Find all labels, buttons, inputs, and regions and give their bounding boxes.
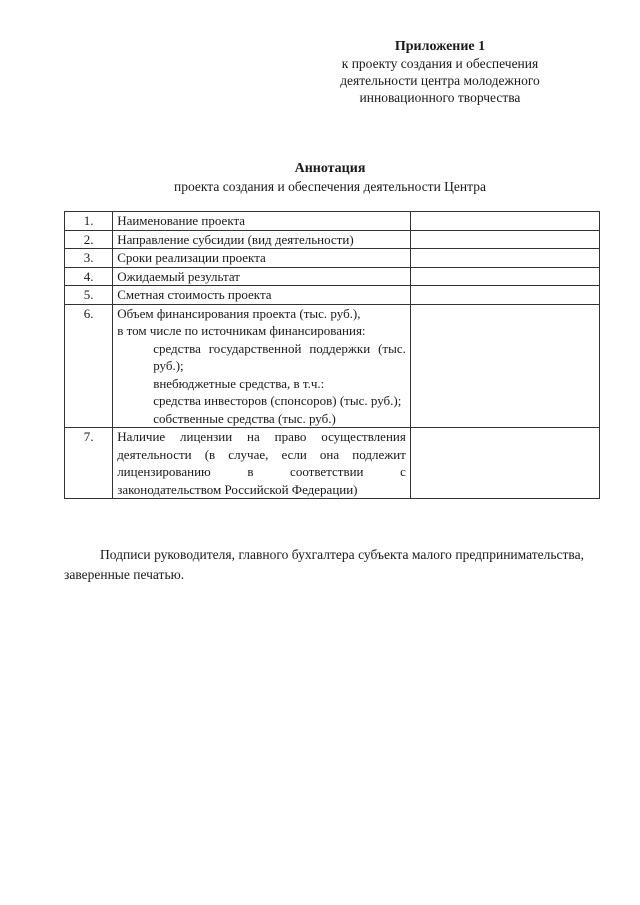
row-value (410, 428, 599, 499)
row-value (410, 267, 599, 286)
annotation-title: Аннотация (294, 161, 366, 176)
row-value (410, 249, 599, 268)
row-number: 6. (65, 304, 113, 428)
annotation-header (100, 160, 560, 196)
annotation-subtitle: проекта создания и обеспечения деятельности Центра (174, 179, 486, 194)
row-value (410, 304, 599, 428)
row-value (410, 212, 599, 231)
row-label: Направление субсидии (вид деятельности) (113, 230, 411, 249)
financing-own-funds: собственные средства (тыс. руб.) (153, 410, 336, 426)
row-number: 2. (65, 230, 113, 249)
row-label: Наличие лицензии на право осуществления деятельности (в случае, если она подлежит лицензированию в соответствии с законодательством Российской Федерации) (113, 428, 411, 499)
appendix-line-2: деятельности центра молодежного (340, 73, 540, 88)
table-row (65, 230, 600, 249)
row-number: 5. (65, 286, 113, 305)
financing-total: Объем финансирования проекта (тыс. руб.), (117, 305, 361, 321)
table-row (65, 286, 600, 305)
financing-sources: в том числе по источникам финансирования: (117, 323, 366, 338)
table-row (65, 249, 600, 268)
appendix-line-1: к проекту создания и обеспечения (341, 56, 539, 71)
row-value (410, 286, 599, 305)
signature-note: Подписи руководителя, главного бухгалтера субъекта малого предпринимательства, заверенные печатью. (64, 547, 584, 582)
row-label-financing (113, 304, 411, 428)
appendix-line-3: инновационного творчества (359, 90, 521, 105)
row-label: Сроки реализации проекта (113, 249, 411, 268)
row-number: 4. (65, 267, 113, 286)
financing-extrabudgetary: внебюджетные средства, в т.ч.: (153, 375, 325, 391)
financing-state-support: средства государственной поддержки (тыс. руб.); (153, 340, 406, 373)
row-label: Наименование проекта (113, 212, 411, 231)
row-label: Ожидаемый результат (113, 267, 411, 286)
row-number: 3. (65, 249, 113, 268)
table-row (65, 267, 600, 286)
appendix-title: Приложение 1 (394, 39, 486, 54)
table-row (65, 212, 600, 231)
row-number: 7. (65, 428, 113, 499)
row-number: 1. (65, 212, 113, 231)
table-row (65, 304, 600, 428)
financing-investors: средства инвесторов (спонсоров) (тыс. руб.); (153, 393, 402, 408)
appendix-header (300, 38, 580, 106)
row-value (410, 230, 599, 249)
table-row (65, 428, 600, 499)
project-table (64, 211, 600, 499)
row-label: Сметная стоимость проекта (113, 286, 411, 305)
